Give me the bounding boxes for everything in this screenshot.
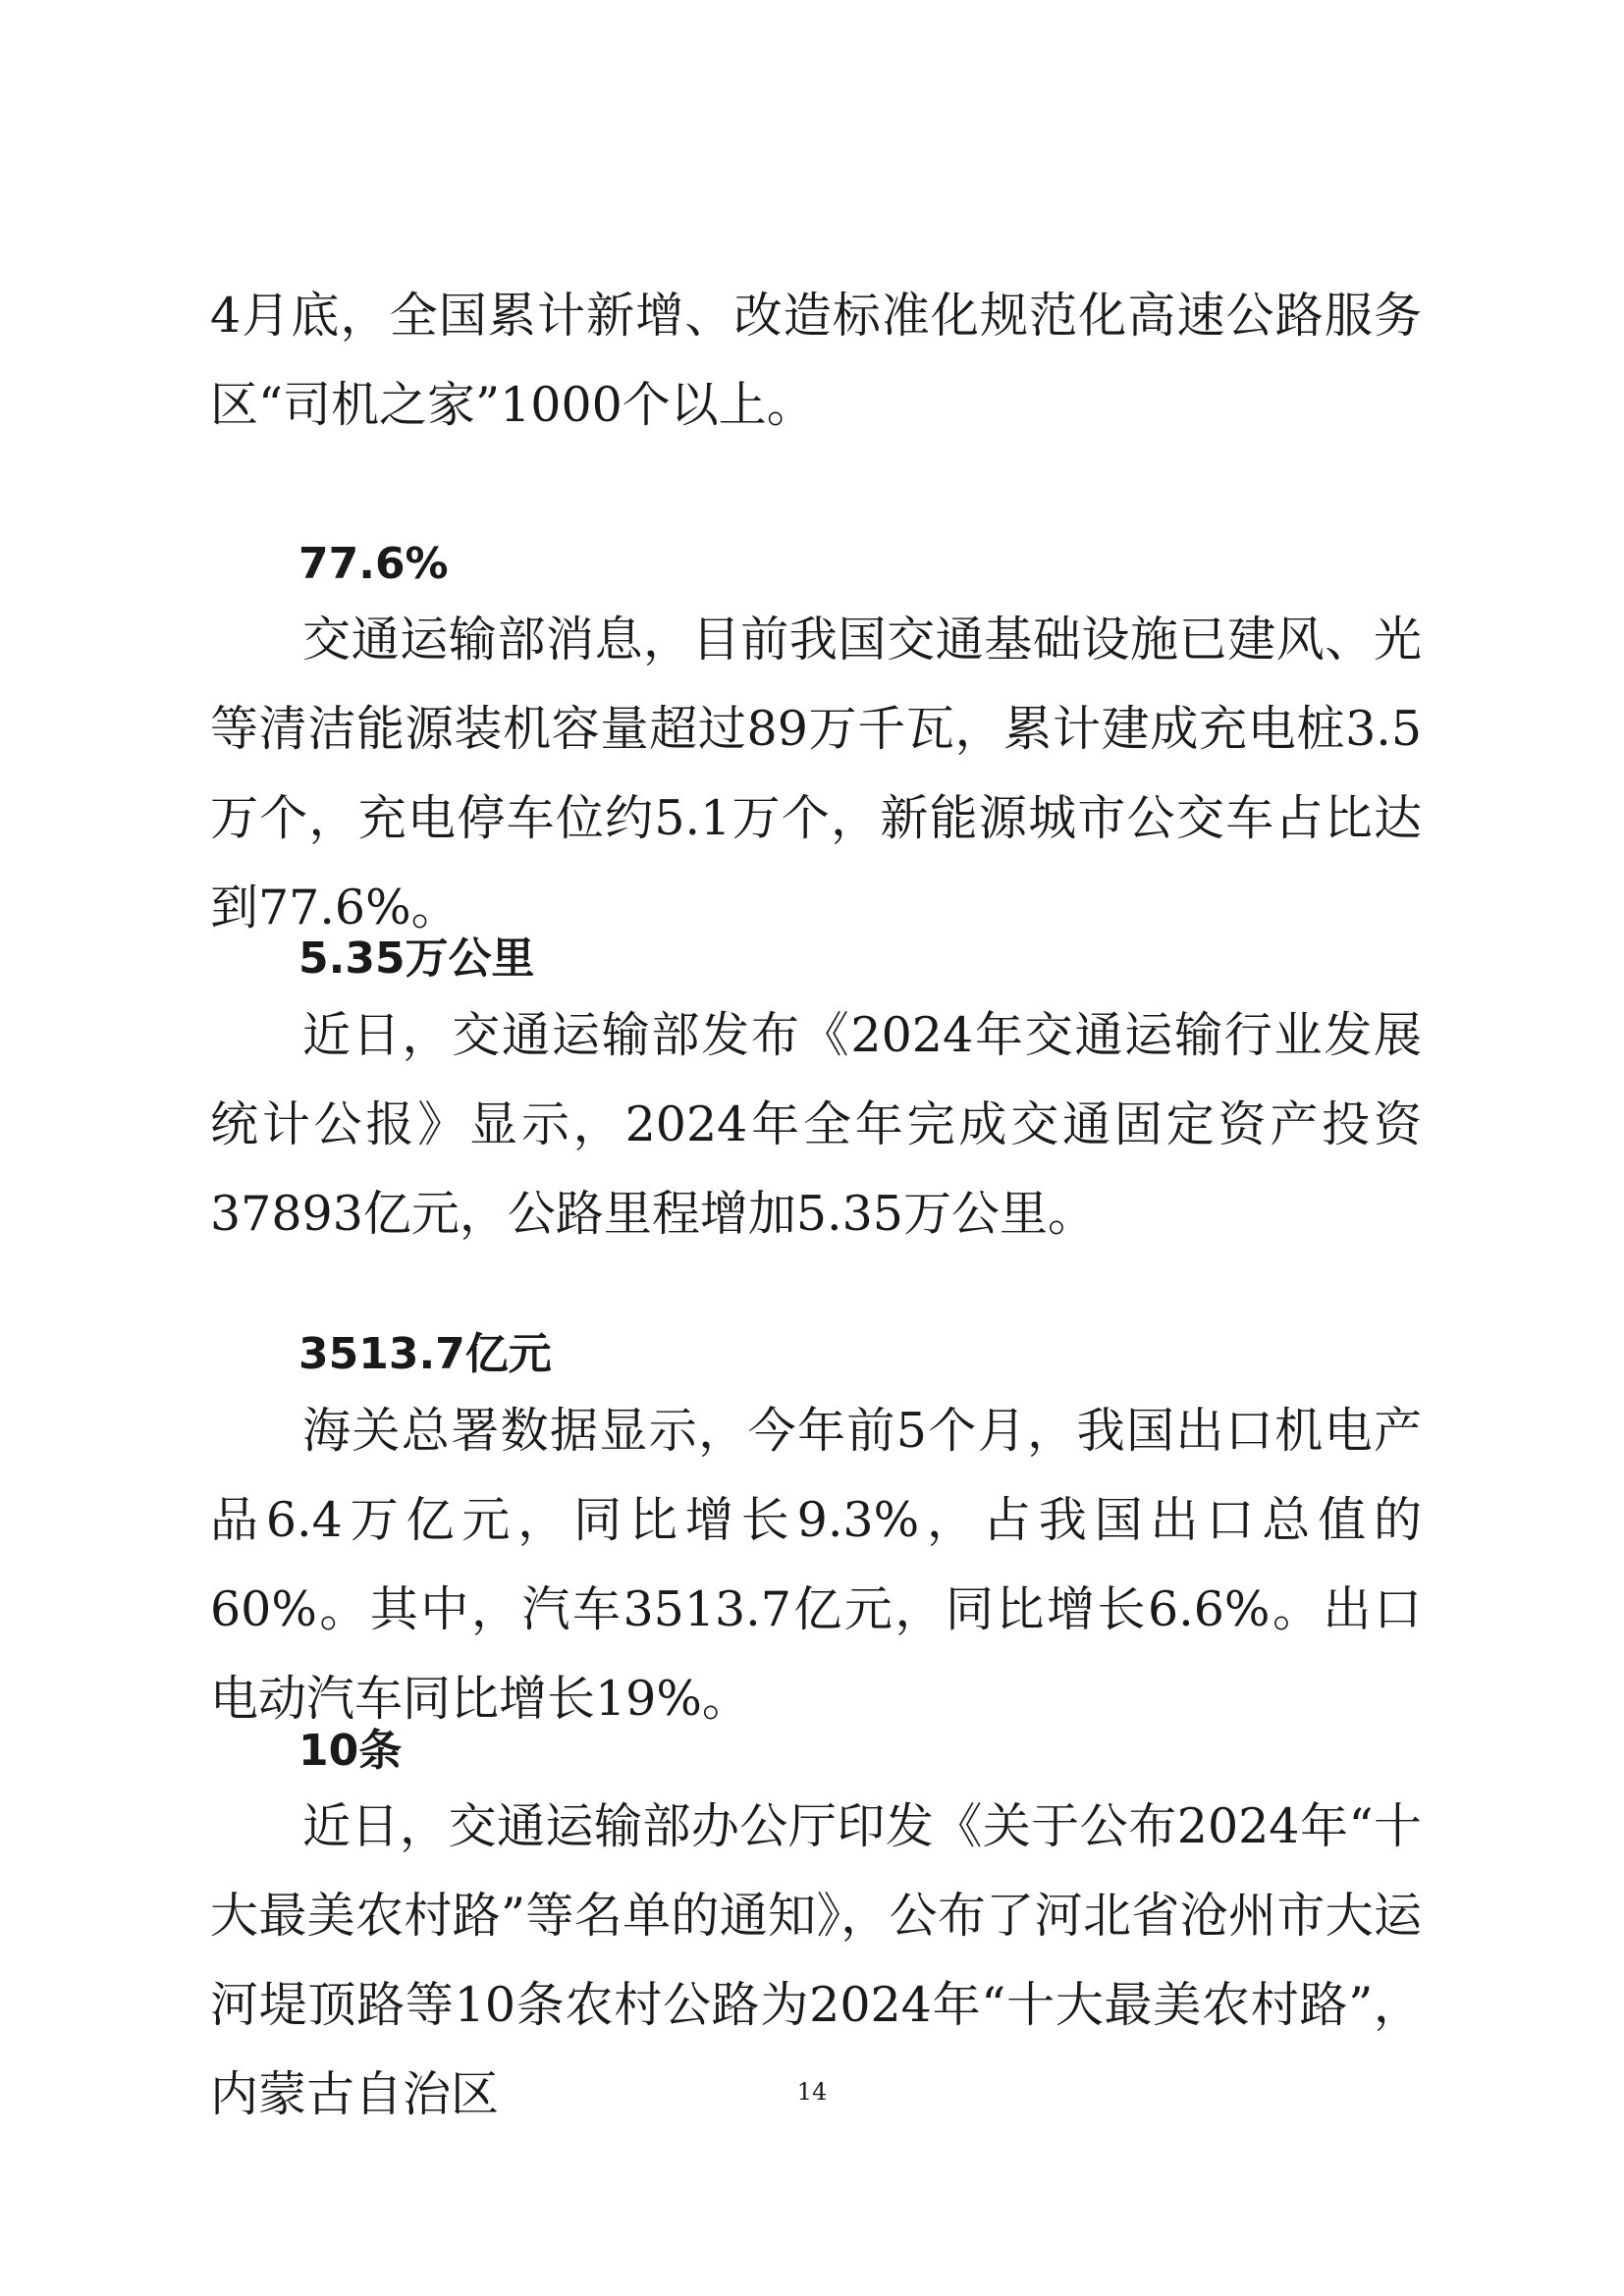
page-number: 14 bbox=[796, 2078, 828, 2106]
section-heading-new-energy-bus: 77.6% bbox=[298, 539, 449, 589]
section-paragraph-new-energy-bus: 交通运输部消息，目前我国交通基础设施已建风、光等清洁能源装机容量超过89万千瓦，累计建成充电桩3.5万个，充电停车位约5.1万个，新能源城市公交车占比达到77.6%。 bbox=[210, 612, 1422, 935]
section-heading-rural-roads: 10条 bbox=[298, 1726, 403, 1776]
section-paragraph-rural-roads: 近日，交通运输部办公厅印发《关于公布2024年“十大最美农村路”等名单的通知》，公布了河北省沧州市大运河堤顶路等10条农村公路为2024年“十大最美农村路”，内蒙古自治区 bbox=[210, 1798, 1422, 2122]
section-paragraph-highway-mileage: 近日，交通运输部发布《2024年交通运输行业发展统计公报》显示，2024年全年完成交通固定资产投资37893亿元，公路里程增加5.35万公里。 bbox=[210, 1007, 1422, 1242]
section-heading-highway-mileage: 5.35万公里 bbox=[298, 934, 535, 984]
section-heading-auto-exports: 3513.7亿元 bbox=[298, 1329, 552, 1379]
section-paragraph-auto-exports: 海关总署数据显示，今年前5个月，我国出口机电产品6.4万亿元，同比增长9.3%，占我国出口总值的60%。其中，汽车3513.7亿元，同比增长6.6%。出口电动汽车同比增长19%。 bbox=[210, 1403, 1422, 1727]
intro-paragraph: 4月底，全国累计新增、改造标准化规范化高速公路服务区“司机之家”1000个以上。 bbox=[210, 288, 1422, 433]
